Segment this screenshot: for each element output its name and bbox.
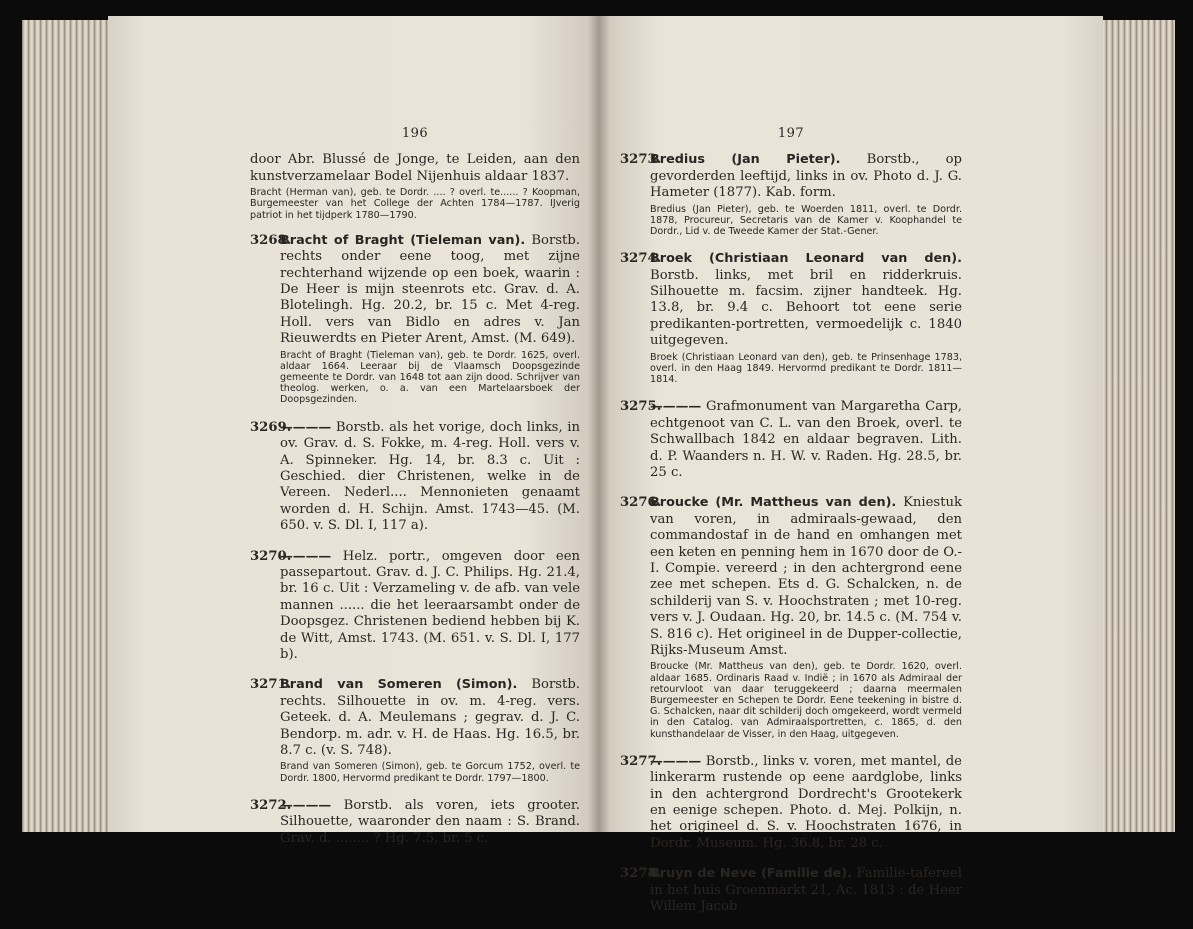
entry-number: 3270.	[250, 548, 292, 564]
book-edge-left	[22, 20, 117, 832]
entry-text: Grafmonument van Margaretha Carp, echtgenoot van C. L. van den Broek, overl. te Schwallbach 1842 en aldaar begraven. Lith. d. P. Waanders n. H. W. v. Raden. Hg. 28.5, br. 25 c.	[650, 399, 963, 480]
entry-number: 3273.	[620, 152, 662, 168]
entry-number: 3277.	[620, 753, 662, 769]
catalog-entry	[620, 866, 962, 915]
entry-number: 3275.	[620, 399, 662, 415]
entry-note: Broucke (Mr. Mattheus van den), geb. te Dordr. 1620, overl. aldaar 1685. Ordinaris Raad v. Indië ; in 1670 als Admiraal der retourvloot van daar teruggekeerd ; daarna meermalen Burgemeester en Schepen te Dordr. Eene teekening in bistre d. G. Schalcken, naar dit schilderij doch omgekeerd, wordt vermeld in den Catalog. van Admiraalsportretten, c. 1865, d. den kunsthandelaar de Visser, in den Haag, uitgegeven.	[650, 661, 962, 740]
catalog-entry	[250, 798, 580, 847]
entry-head: ————	[280, 419, 332, 435]
entry-text: Borstb. links, met bril en ridderkruis. Silhouette m. facsim. zijner handteek. Hg. 13.8, br. 9.4 c. Behoort tot eene serie predikanten-portretten, vermoedelijk c. 1840 uitgegeven.	[650, 267, 962, 349]
entry-text: Kniestuk van voren, in admiraals-gewaad, den commandostaf in de hand en omhangen met een keten en penning hem in 1670 door de O.-I. Compie. vereerd ; in den achtergrond eene zee met schepen. Ets d. G. Schalcken, n. de schilderij van S. v. Hoochstraten ; met 10-reg. vers v. J. Oudaan. Hg. 20, br. 14.5 c. (M. 754 v. S. 816 c). Het origineel in de Dupper-collectie, Rijks-Museum Amst.	[650, 495, 962, 658]
entry-note: Broek (Christiaan Leonard van den), geb. te Prinsenhage 1783, overl. in den Haag 1849. Hervormd predikant te Dordr. 1811—1814.	[650, 351, 962, 386]
entry-number: 3269.	[250, 419, 292, 435]
entry-number: 3278.	[620, 866, 662, 882]
entry-head: Bruyn de Neve (Familie de).	[650, 866, 852, 882]
catalog-entry	[250, 549, 580, 664]
left-column	[250, 126, 580, 861]
catalog-entry	[250, 677, 580, 783]
entry-head: ————	[280, 548, 332, 564]
page-number-right: 197	[777, 126, 805, 141]
entry-head: Bracht of Braght (Tieleman van).	[280, 232, 526, 248]
catalog-entry	[620, 152, 962, 237]
catalog-entry	[620, 495, 962, 739]
continuation-note: Bracht (Herman van), geb. te Dordr. .... ? overl. te...... ? Koopman, Burgemeester van het College der Achten 1784—1787. IJverig patriot in het tijdperk 1780—1790.	[250, 187, 580, 221]
catalog-entry	[250, 233, 580, 406]
right-column	[620, 126, 962, 929]
catalog-entry	[620, 251, 962, 385]
entry-text: Borstb. als voren, iets grooter. Silhouette, waaronder den naam : S. Brand. Grav. d. ........ ? Hg. 7.5, br. 5 c.	[280, 797, 580, 846]
entry-text: Borstb. rechts onder eene toog, met zijne rechterhand wijzende op een boek, waarin : De Heer is mijn steenrots etc. Grav. d. A. Blotelingh. Hg. 20.2, br. 15 c. Met 4-reg. Holl. vers van Bidlo en adres v. Jan Rieuwerdts en Pieter Arent, Amst. (M. 649).	[280, 232, 580, 347]
book-gutter	[588, 16, 610, 832]
entry-number: 3276.	[620, 495, 662, 511]
continuation-block	[250, 152, 580, 220]
catalog-entry	[250, 420, 580, 535]
continuation-text: door Abr. Blussé de Jonge, te Leiden, aan den kunstverzamelaar Bodel Nijenhuis aldaar 1837.	[250, 152, 580, 184]
entry-number: 3272.	[250, 797, 292, 813]
entry-number: 3274.	[620, 251, 662, 267]
entry-head: Brand van Someren (Simon).	[280, 677, 518, 693]
entry-note: Brand van Someren (Simon), geb. te Gorcum 1752, overl. te Dordr. 1800, Hervormd predikant te Dordr. 1797—1800.	[280, 761, 580, 784]
entry-note: Bracht of Braght (Tieleman van), geb. te Dordr. 1625, overl. aldaar 1664. Leeraar bij de Vlaamsch Doopsgezinde gemeente te Dordr. van 1648 tot aan zijn dood. Schrijver van theolog. werken, o. a. van een Martelaarsboek der Doopsgezinden.	[280, 349, 580, 406]
entry-head: ————	[650, 399, 702, 415]
catalog-entry	[620, 399, 962, 481]
entry-text: Borstb. rechts. Silhouette in ov. m. 4-reg. vers. Geteek. d. A. Meulemans ; gegrav. d. J. C. Bendorp. m. adr. v. H. de Haas. Hg. 16.5, br. 8.7 c. (v. S. 748).	[280, 677, 580, 758]
entry-note: Bredius (Jan Pieter), geb. te Woerden 1811, overl. te Dordr. 1878, Procureur, Secretaris van de Kamer v. Koophandel te Dordr., Lid v. de Tweede Kamer der Stat.-Gener.	[650, 203, 962, 238]
entry-head: ————	[650, 753, 702, 769]
entry-number: 3271.	[250, 677, 292, 693]
entry-number: 3268.	[250, 232, 292, 248]
page-number-left: 196	[401, 126, 429, 141]
catalog-entry	[620, 754, 962, 852]
entry-head: Broek (Christiaan Leonard van den).	[650, 251, 962, 267]
entry-text: Borstb., links v. voren, met mantel, de linkerarm rustende op eene aardglobe, links in den achtergrond Dordrecht's Grootekerk en eenige schepen. Photo. d. Mej. Polkijn, n. het origineel d. S. v. Hoochstraten 1676, in Dordr. Museum. Hg. 36.8, br. 28 c.	[650, 753, 962, 851]
entry-text: Borstb., op gevorderden leeftijd, links in ov. Photo d. J. G. Hameter (1877). Kab. form.	[650, 152, 962, 201]
entry-head: ————	[280, 797, 332, 813]
entry-text: Helz. portr., omgeven door een passepartout. Grav. d. J. C. Philips. Hg. 21.4, br. 16 c. Uit : Verzameling v. de afb. van vele mannen ...... die het leeraarsambt onder de Doopsgez. Christenen bediend hebben bij K. de Witt, Amst. 1743. (M. 651. v. S. Dl. I, 177 b).	[280, 548, 580, 662]
entry-text: Familie-tafereel in het huis Groenmarkt 21, Ac. 1813 : de Heer Willem Jacob	[650, 866, 962, 915]
entry-head: Broucke (Mr. Mattheus van den).	[650, 495, 897, 511]
book-edge-right	[1095, 20, 1175, 832]
entry-head: Bredius (Jan Pieter).	[650, 152, 841, 168]
entry-text: Borstb. als het vorige, doch links, in ov. Grav. d. S. Fokke, m. 4-reg. Holl. vers v. A. Spinneker. Hg. 14, br. 8.3 c. Uit : Geschied. dier Christenen, welke in de Vereen. Nederl.... Mennonieten genaamt worden d. H. Schijn. Amst. 1743—45. (M. 650. v. S. Dl. I, 117 a).	[280, 419, 580, 534]
